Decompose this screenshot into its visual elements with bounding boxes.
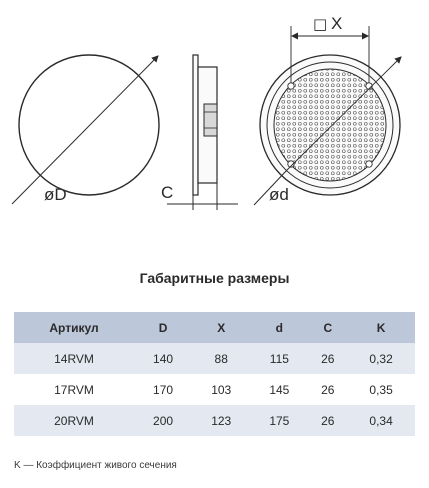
- square-symbol: □: [313, 15, 328, 33]
- column-header-d-outer: D: [134, 312, 192, 343]
- table-cell: 175: [250, 405, 308, 436]
- table-cell: 26: [321, 382, 335, 397]
- table-cell: 115: [250, 343, 308, 374]
- column-header-x: X: [192, 312, 250, 343]
- table-cell: 0,35: [369, 382, 393, 397]
- mounting-hole: [288, 83, 294, 89]
- technical-drawing: [0, 0, 429, 230]
- table-cell: 20RVM: [14, 405, 134, 436]
- section-title: Габаритные размеры: [139, 270, 290, 286]
- table-cell: 0,32: [347, 343, 415, 374]
- front-view: [12, 55, 159, 204]
- hole-spacing-x-label: X: [331, 14, 343, 33]
- column-header-c: C: [308, 312, 347, 343]
- table-cell: 140: [134, 343, 192, 374]
- side-view: [161, 55, 238, 210]
- column-header-d-inner: d: [250, 312, 308, 343]
- depth-c-label: C: [161, 183, 174, 202]
- table-row: [14, 405, 415, 436]
- column-header-article: Артикул: [14, 312, 134, 343]
- grille-view: [254, 14, 401, 205]
- table-cell: 88: [192, 343, 250, 374]
- table-row: [14, 343, 415, 374]
- column-header-k: K: [347, 312, 415, 343]
- table-cell: 26: [308, 343, 347, 374]
- table-row: [14, 374, 415, 405]
- dimensions-table: [14, 312, 415, 436]
- diameter-d-label: øD: [44, 185, 67, 204]
- table-cell: 17RVM: [54, 382, 94, 397]
- table-cell: 145: [269, 382, 290, 397]
- side-flange: [193, 55, 198, 195]
- table-cell: 0,34: [347, 405, 415, 436]
- table-cell: 200: [134, 405, 192, 436]
- side-collar: [204, 104, 217, 136]
- table-cell: 14RVM: [14, 343, 134, 374]
- table-cell: 103: [211, 382, 232, 397]
- table-cell: 26: [308, 405, 347, 436]
- diameter-d-line: [12, 56, 158, 204]
- grille-diameter-label: ød: [269, 185, 289, 204]
- table-cell: 170: [153, 382, 174, 397]
- table-header-row: [14, 312, 415, 343]
- table-cell: 123: [192, 405, 250, 436]
- footnote: K — Коэффициент живого сечения: [14, 460, 177, 471]
- mounting-hole: [366, 161, 372, 167]
